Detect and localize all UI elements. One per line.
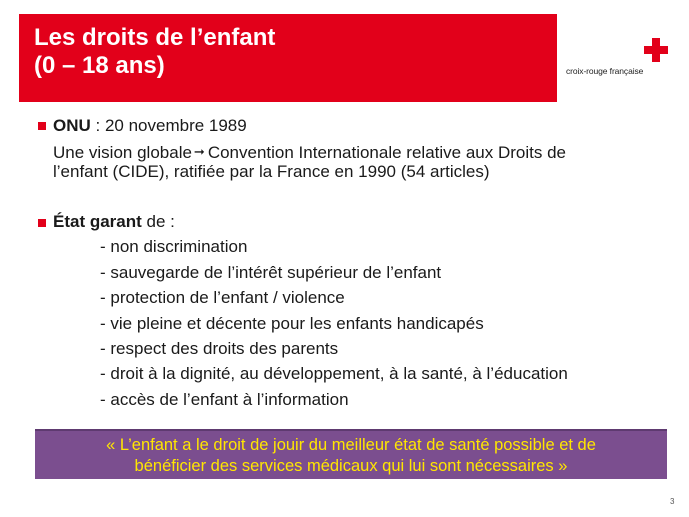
onu-description-line-1	[53, 142, 566, 163]
quote-box	[35, 429, 667, 479]
onu-line1-end: Convention Internationale relative aux Droits de	[207, 143, 566, 162]
etat-heading: État garant	[53, 212, 142, 231]
quote-line-1: « L’enfant a le droit de jouir du meilleur état de santé possible et de	[106, 436, 596, 454]
right-arrow-icon: ➞	[193, 144, 205, 159]
list-item: - protection de l’enfant / violence	[100, 288, 345, 307]
logo-text: croix-rouge française	[566, 66, 644, 76]
list-item: - non discrimination	[100, 237, 248, 256]
onu-heading: ONU	[53, 116, 91, 135]
list-item: - vie pleine et décente pour les enfants handicapés	[100, 314, 484, 333]
onu-description-line-2: l’enfant (CIDE), ratifiée par la France en 1990 (54 articles)	[53, 162, 490, 181]
list-item: - sauvegarde de l’intérêt supérieur de l’enfant	[100, 263, 442, 282]
red-square-bullet-icon	[38, 122, 46, 130]
onu-date: : 20 novembre 1989	[90, 116, 247, 135]
list-item: - droit à la dignité, au développement, à la santé, à l’éducation	[100, 364, 568, 383]
page-number: 3	[670, 497, 675, 506]
slide-title-line-2: (0 – 18 ans)	[34, 52, 165, 79]
croix-rouge-logo	[566, 38, 666, 78]
slide-title-line-1: Les droits de l’enfant	[34, 24, 276, 51]
red-cross-icon	[644, 38, 668, 62]
quote-line-2: bénéficier des services médicaux qui lui sont nécessaires »	[134, 457, 568, 475]
onu-line1-start: Une vision globale	[53, 143, 192, 162]
list-item: - respect des droits des parents	[100, 339, 339, 358]
red-square-bullet-icon	[38, 219, 46, 227]
etat-heading-rest: de :	[141, 212, 175, 231]
onu-heading-line	[53, 116, 247, 136]
list-item: - accès de l’enfant à l’information	[100, 390, 349, 409]
etat-heading-line	[53, 212, 175, 232]
